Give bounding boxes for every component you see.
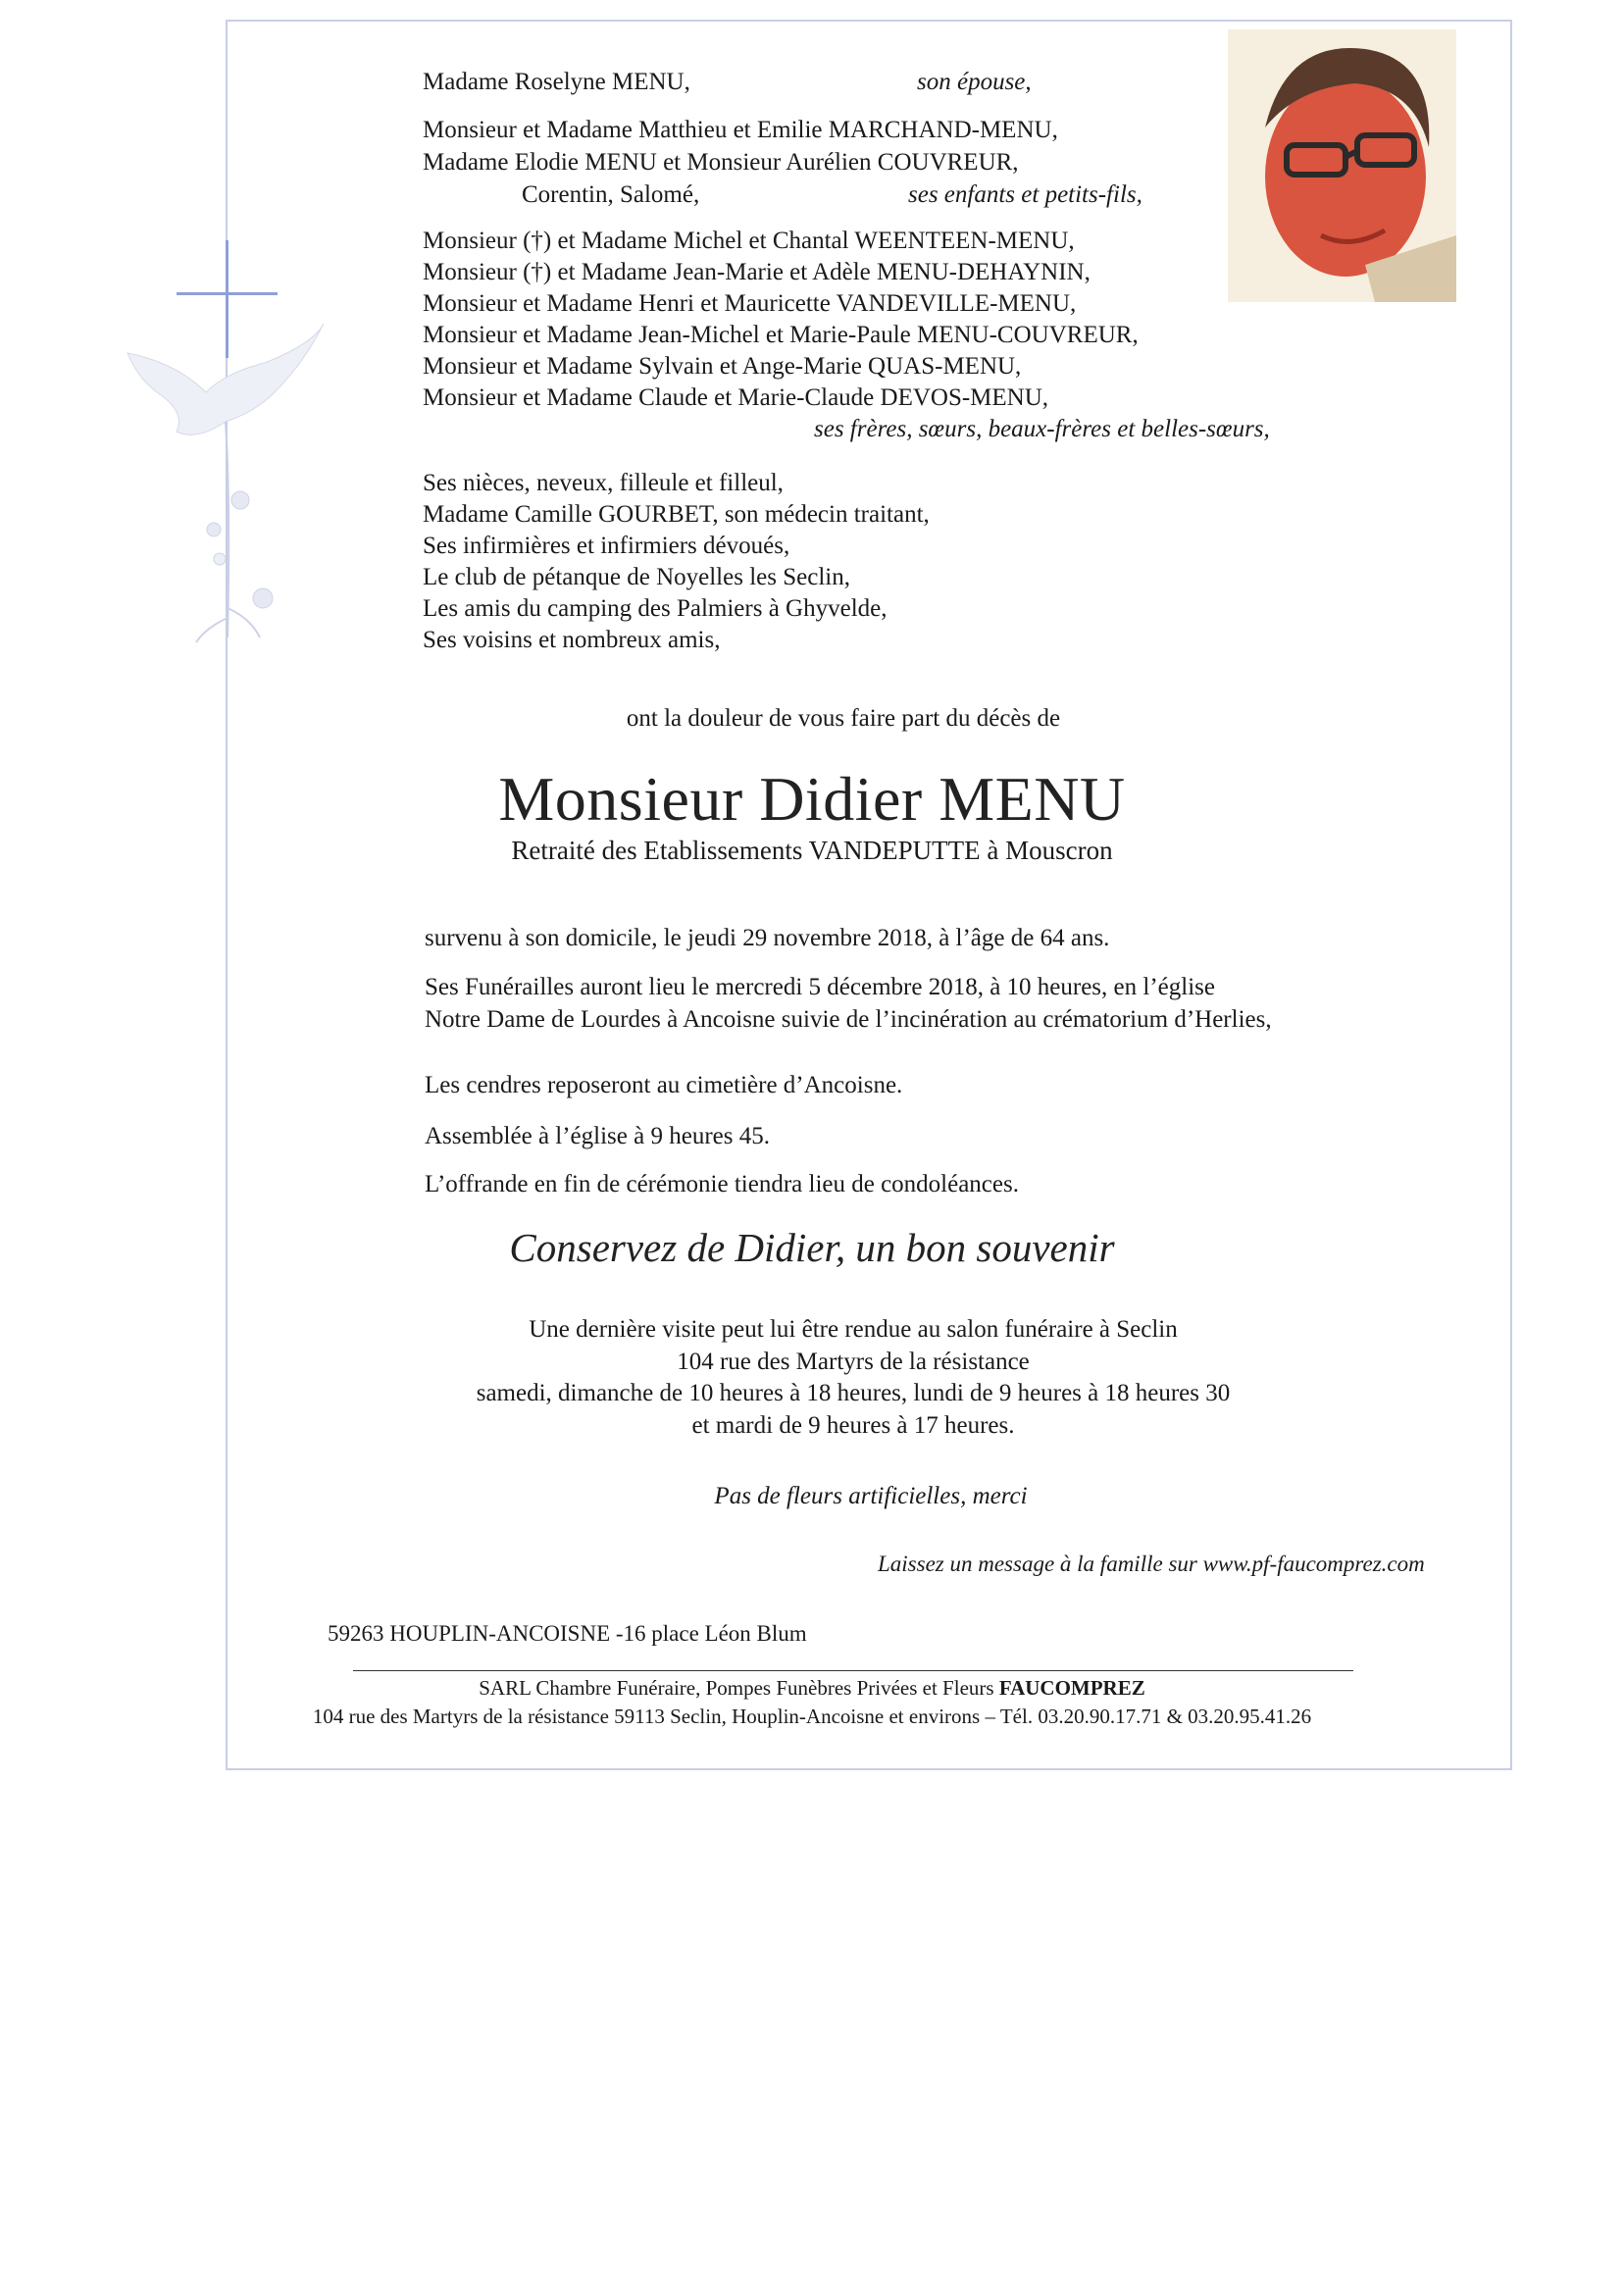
detail-line: L’offrande en fin de cérémonie tiendra lieu de condoléances. [425,1171,1019,1197]
message-link[interactable]: Laissez un message à la famille sur www.pf-faucomprez.com [878,1552,1425,1576]
family-address: 59263 HOUPLIN-ANCOISNE -16 place Léon Blum [328,1621,807,1646]
footer-line-2: 104 rue des Martyrs de la résistance 59113 Seclin, Houplin-Ancoisne et environs – Tél. 03.20.90.17.71 & 03.20.95.41.26 [312,1705,1312,1728]
siblings-role: ses frères, sœurs, beaux-frères et belles-sœurs, [814,416,1270,442]
deceased-subtitle: Retraité des Etablissements VANDEPUTTE à Mouscron [511,836,1113,865]
grandchildren-line: Corentin, Salomé, [522,181,700,208]
no-flowers-note: Pas de fleurs artificielles, merci [714,1483,1028,1509]
visit-line: Une dernière visite peut lui être rendue au salon funéraire à Seclin [529,1316,1178,1343]
visit-line: 104 rue des Martyrs de la résistance [677,1349,1030,1375]
sibling-line: Monsieur et Madame Jean-Michel et Marie-Paule MENU-COUVREUR, [423,322,1139,348]
footer-brand: FAUCOMPREZ [998,1676,1145,1700]
children-line: Madame Elodie MENU et Monsieur Aurélien COUVREUR, [423,149,1019,176]
sibling-line: Monsieur et Madame Sylvain et Ange-Marie QUAS-MENU, [423,353,1022,380]
visit-line: et mardi de 9 heures à 17 heures. [691,1412,1015,1439]
other-line: Le club de pétanque de Noyelles les Seclin, [423,564,850,590]
sibling-line: Monsieur (†) et Madame Jean-Marie et Adèle MENU-DEHAYNIN, [423,259,1091,285]
other-line: Les amis du camping des Palmiers à Ghyvelde, [423,595,888,622]
portrait-photo [1228,29,1456,302]
detail-line: survenu à son domicile, le jeudi 29 novembre 2018, à l’âge de 64 ans. [425,925,1110,951]
other-line: Ses voisins et nombreux amis, [423,627,721,653]
detail-line: Ses Funérailles auront lieu le mercredi 5 décembre 2018, à 10 heures, en l’église [425,974,1215,1000]
other-line: Madame Camille GOURBET, son médecin traitant, [423,501,930,528]
footer-line-1 [0,1676,1624,1701]
sibling-line: Monsieur (†) et Madame Michel et Chantal WEENTEEN-MENU, [423,228,1075,254]
other-line: Ses nièces, neveux, filleule et filleul, [423,470,784,496]
detail-line: Notre Dame de Lourdes à Ancoisne suivie de l’incinération au crématorium d’Herlies, [425,1006,1272,1033]
visit-line: samedi, dimanche de 10 heures à 18 heures, lundi de 9 heures à 18 heures 30 [476,1380,1231,1406]
footer-divider [353,1670,1353,1671]
sibling-line: Monsieur et Madame Claude et Marie-Claude DEVOS-MENU, [423,384,1049,411]
announcement-intro: ont la douleur de vous faire part du décès de [626,705,1061,732]
children-line: Monsieur et Madame Matthieu et Emilie MARCHAND-MENU, [423,117,1058,143]
spouse-name: Madame Roselyne MENU, [423,69,690,95]
spouse-role: son épouse, [917,69,1032,95]
children-role: ses enfants et petits-fils, [908,181,1142,208]
dove-flower-icon [118,304,333,677]
detail-line: Les cendres reposeront au cimetière d’Ancoisne. [425,1072,903,1098]
detail-line: Assemblée à l’église à 9 heures 45. [425,1123,770,1149]
other-line: Ses infirmières et infirmiers dévoués, [423,533,790,559]
cross-bar [177,292,278,295]
footer-company: SARL Chambre Funéraire, Pompes Funèbres Privées et Fleurs [479,1676,999,1700]
sibling-line: Monsieur et Madame Henri et Mauricette VANDEVILLE-MENU, [423,290,1077,317]
memorial-quote: Conservez de Didier, un bon souvenir [509,1225,1115,1270]
deceased-name: Monsieur Didier MENU [498,764,1126,834]
